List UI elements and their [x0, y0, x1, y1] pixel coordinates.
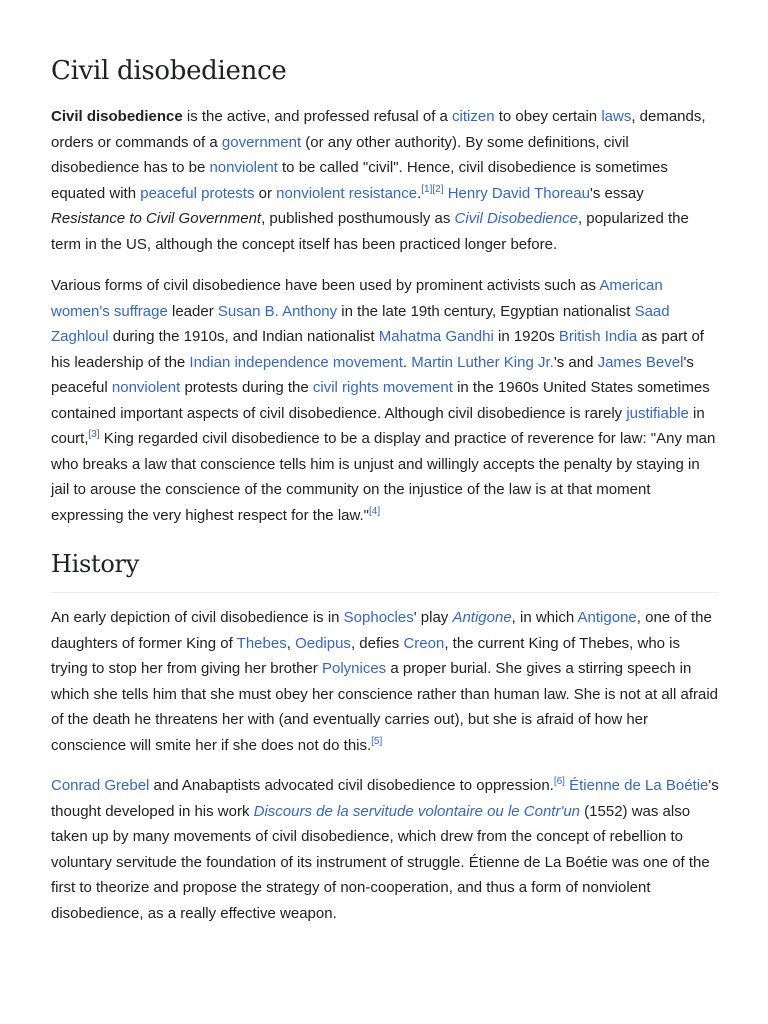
italic-resistance-title: Resistance to Civil Government — [51, 210, 262, 227]
link-civil-rights-movement[interactable]: civil rights movement — [312, 379, 453, 396]
intro-paragraph-1: Civil disobedience is the active, and professed refusal of a citizen to obey certain laws, demands, orders or commands of a government (or any other authority). By some definitions, civil disobedience has to be nonviolent to be called "civil". Hence, civil disobedience is sometimes equated with peaceful protests or nonviolent resistance.[1][2] Henry David Thoreau's essay Resistance to Civil Government, published posthumously as Civil Disobedience, popularized the term in the US, although the concept itself has been practiced longer before. — [51, 108, 706, 253]
link-peaceful-protests[interactable]: peaceful protests — [140, 184, 255, 202]
reference-6[interactable]: [6] — [553, 776, 565, 787]
link-indian-independence-movement[interactable]: Indian independence movement — [189, 353, 403, 371]
link-polynices[interactable]: Polynices — [321, 660, 387, 677]
history-paragraph-2: Conrad Grebel and Anabaptists advocated civil disobedience to oppression.[6] Étienne de La Boétie's thought developed in his work Discours de la servitude volontaire ou le Contr'un (1552) was also taken up by many movements of civil disobedience, which drew from the concept of rebellion to voluntary servitude the foundation of its instrument of struggle. Étienne de La Boétie was one of the first to theorize and propose the strategy of non-cooperation, and thus a form of nonviolent disobedience, as a really effective weapon. — [51, 776, 719, 922]
link-conrad-grebel[interactable]: Conrad Grebel — [51, 777, 150, 794]
link-james-bevel[interactable]: James Bevel — [597, 353, 684, 371]
bold-term: Civil disobedience — [51, 108, 183, 125]
link-discours[interactable]: Discours de la servitude volontaire ou le Contr'un — [253, 802, 581, 820]
page-title: Civil disobedience — [51, 56, 287, 86]
link-antigone-play[interactable]: Antigone — [452, 609, 512, 626]
link-martin-luther-king[interactable]: Martin Luther King Jr. — [411, 353, 554, 371]
link-womens-suffrage[interactable]: American women's suffrage — [51, 277, 663, 320]
link-thoreau[interactable]: Henry David Thoreau — [447, 184, 590, 202]
link-british-india[interactable]: British India — [558, 328, 638, 345]
link-susan-b-anthony[interactable]: Susan B. Anthony — [217, 302, 338, 320]
link-creon[interactable]: Creon — [403, 634, 445, 652]
history-paragraph-1: An early depiction of civil disobedience is in Sophocles' play Antigone, in which Antigone, one of the daughters of former King of Thebes, Oedipus, defies Creon, the current King of Thebes, who is trying to stop her from giving her brother Polynices a proper burial. She gives a stirring speech in which she tells him that she must obey her conscience rather than human law. She is not at all afraid of the death he threatens her with (and eventually carries out), but she is afraid of how her conscience will smite her if she does not do this.[5] — [51, 609, 719, 754]
section-heading-history: History — [51, 550, 139, 578]
link-oedipus[interactable]: Oedipus — [295, 634, 351, 652]
link-justifiable[interactable]: justifiable — [626, 404, 689, 422]
intro-paragraph-2: Various forms of civil disobedience have been used by prominent activists such as American women's suffrage leader Susan B. Anthony in the late 19th century, Egyptian nationalist Saad Zaghloul during the 1910s, and Indian nationalist Mahatma Gandhi in 1920s British India as part of his leadership of the Indian independence movement. Martin Luther King Jr.'s and James Bevel's peaceful nonviolent protests during the civil rights movement in the 1960s United States sometimes contained important aspects of civil disobedience. Although civil disobedience is rarely justifiable in court,[3] King regarded civil disobedience to be a display and practice of reverence for law: "Any man who breaks a law that conscience tells him is unjust and willingly accepts the penalty by staying in jail to arouse the conscience of the community on the injustice of the law is at that moment expressing the very highest respect for the law."[4] — [51, 277, 716, 524]
link-nonviolent[interactable]: nonviolent — [209, 159, 278, 176]
link-laws[interactable]: laws — [601, 108, 632, 125]
reference-4[interactable]: [4] — [369, 505, 381, 517]
link-saad-zaghloul[interactable]: Saad Zaghloul — [51, 302, 670, 345]
link-etienne-de-la-boetie[interactable]: Étienne de La Boétie — [569, 777, 709, 794]
link-citizen[interactable]: citizen — [452, 108, 495, 125]
link-sophocles[interactable]: Sophocles — [343, 609, 414, 626]
section-divider — [51, 592, 719, 593]
link-antigone[interactable]: Antigone — [577, 609, 637, 626]
reference-5[interactable]: [5] — [371, 735, 383, 747]
reference-2[interactable]: [2] — [432, 183, 444, 195]
link-nonviolent-2[interactable]: nonviolent — [111, 379, 181, 396]
link-mahatma-gandhi[interactable]: Mahatma Gandhi — [378, 328, 494, 345]
link-government[interactable]: government — [221, 133, 302, 151]
link-thebes[interactable]: Thebes — [236, 634, 287, 652]
link-civil-disobedience-essay[interactable]: Civil Disobedience — [454, 210, 578, 227]
link-nonviolent-resistance[interactable]: nonviolent resistance — [276, 184, 418, 202]
reference-1[interactable]: [1] — [421, 183, 433, 195]
reference-3[interactable]: [3] — [88, 429, 100, 440]
